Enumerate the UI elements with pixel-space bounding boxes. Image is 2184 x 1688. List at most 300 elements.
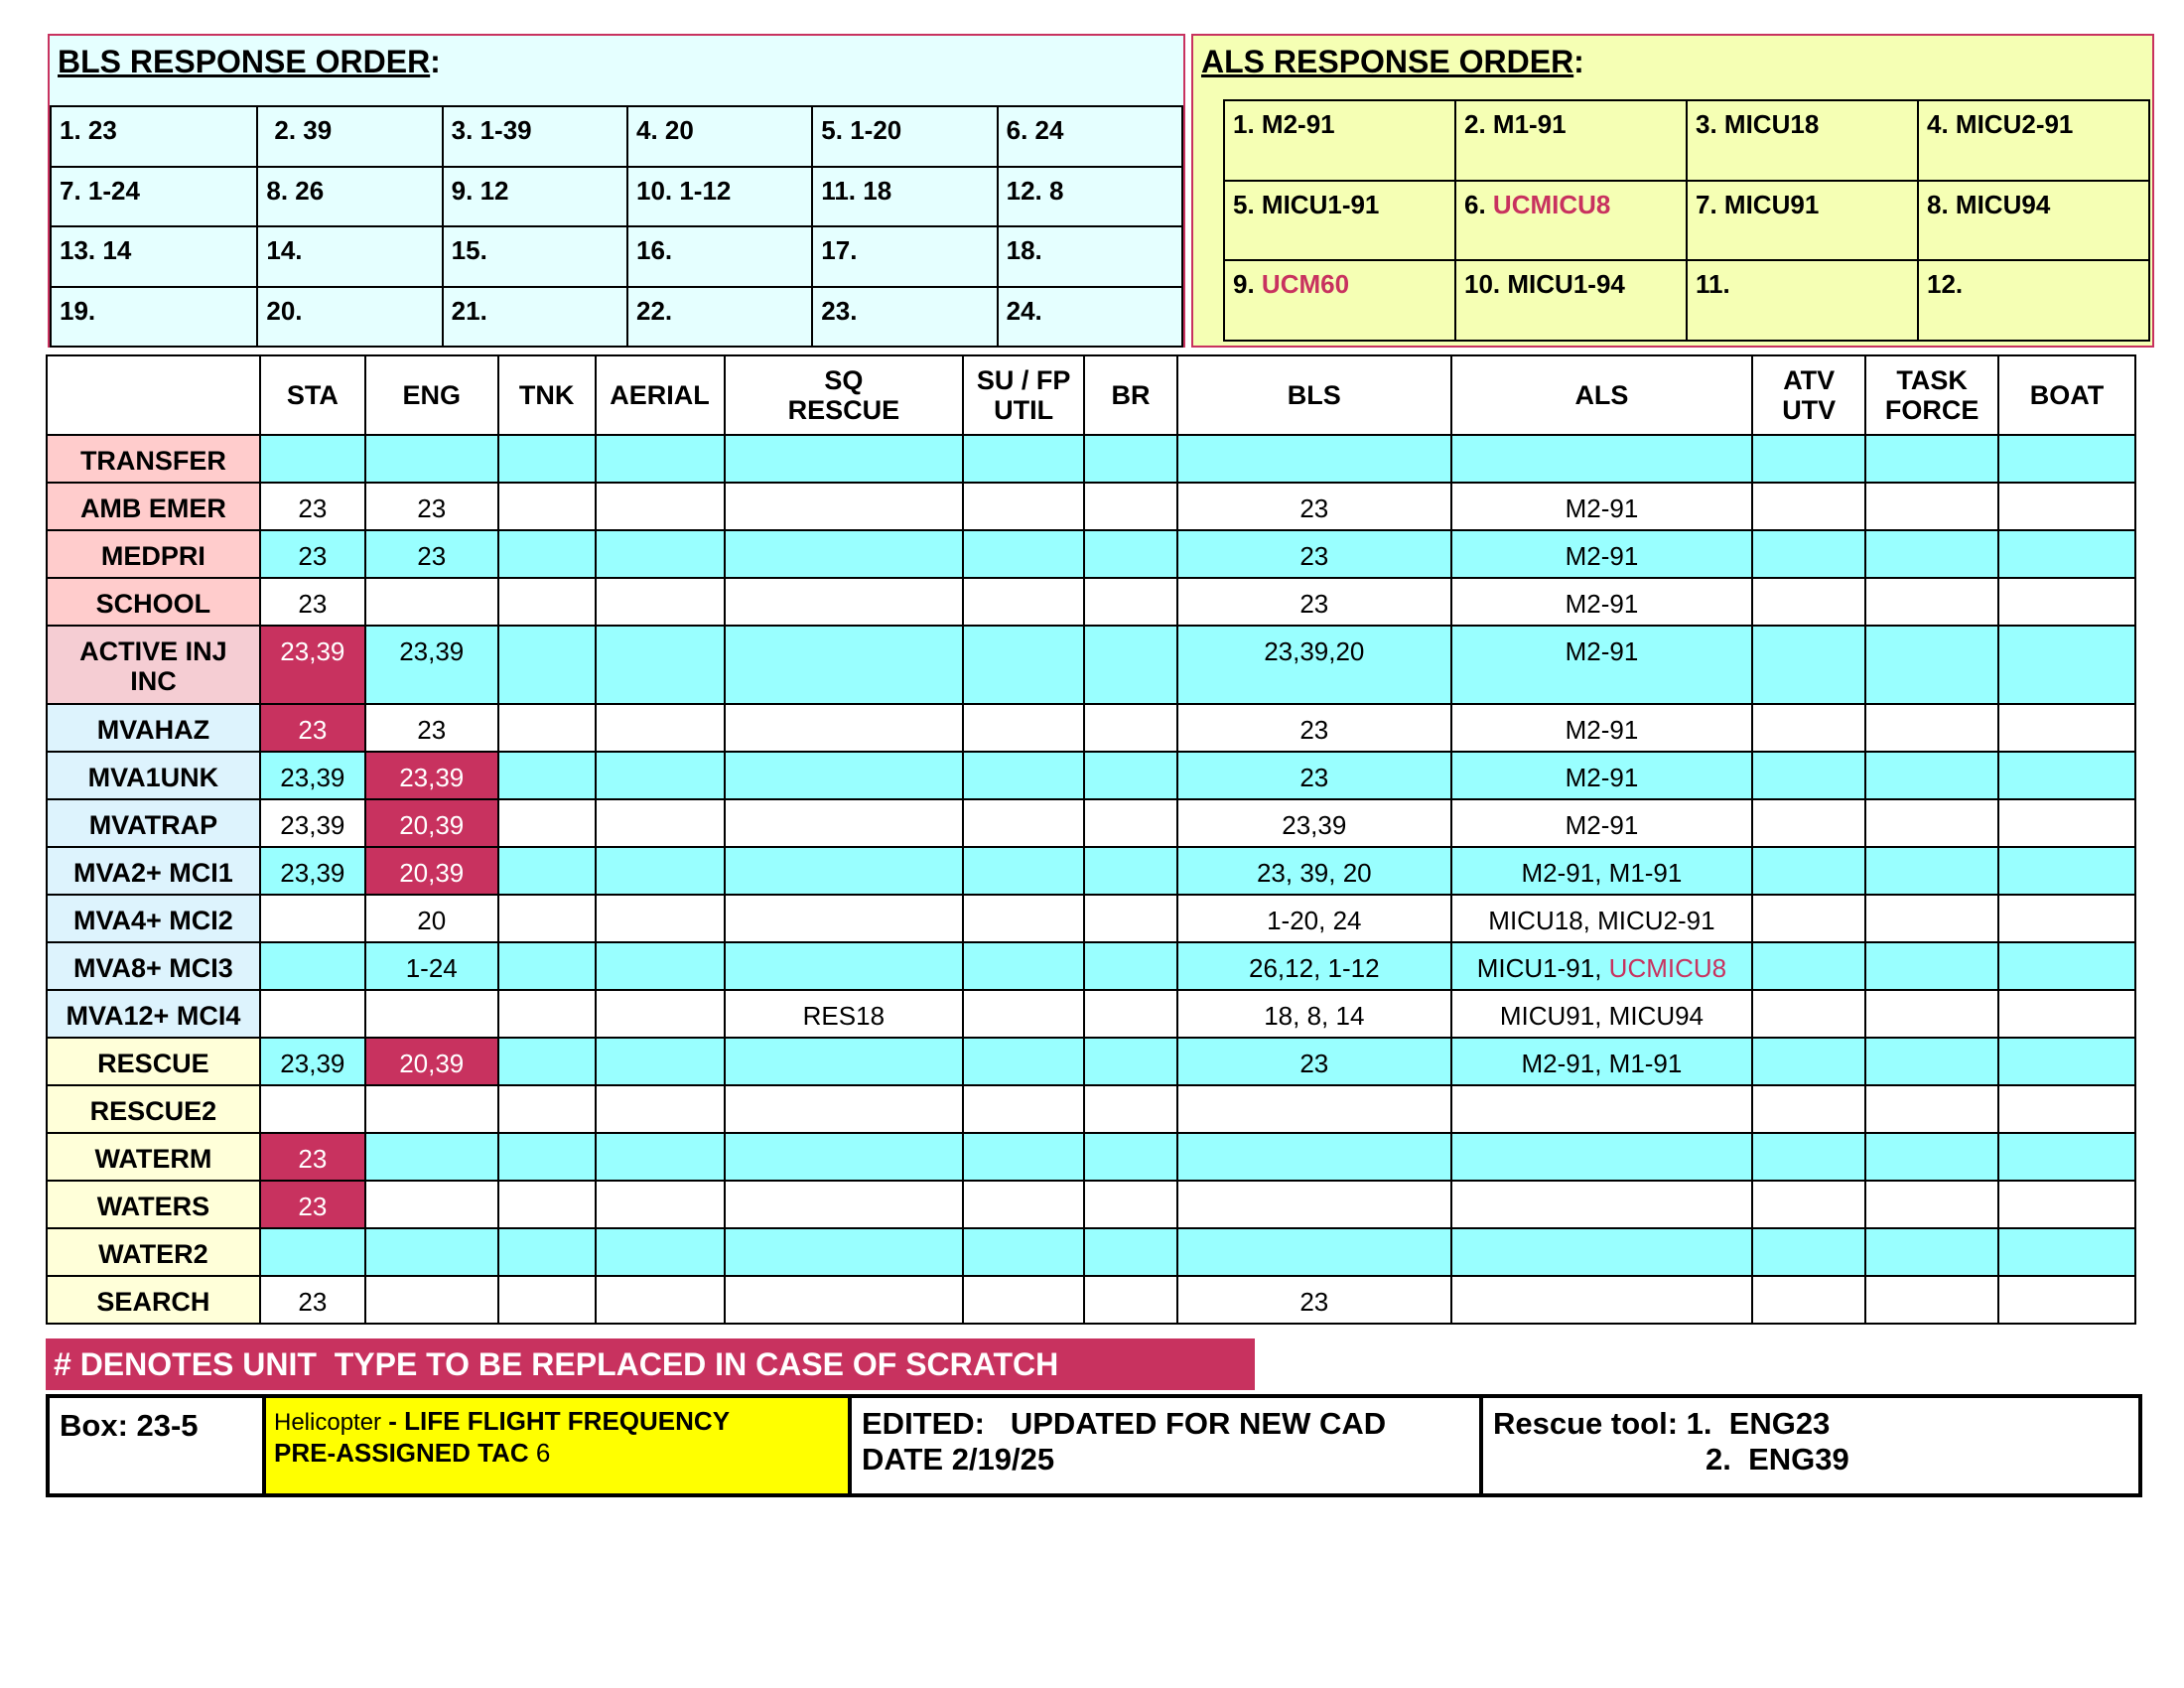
table-cell xyxy=(963,1181,1084,1228)
table-row xyxy=(47,990,2135,1038)
table-cell xyxy=(596,1085,725,1133)
table-row xyxy=(47,530,2135,578)
table-cell xyxy=(596,1228,725,1276)
row-label: ACTIVE INJ INC xyxy=(47,626,260,704)
life-flight-frequency: - LIFE FLIGHT FREQUENCY xyxy=(381,1406,731,1436)
table-cell xyxy=(1084,1038,1177,1085)
row-label: RESCUE xyxy=(47,1038,260,1085)
table-cell xyxy=(963,626,1084,704)
row-label: RESCUE2 xyxy=(47,1085,260,1133)
table-cell xyxy=(498,704,596,752)
als-order-number: 12. xyxy=(1927,269,1964,300)
bls-order-cell-18: 18. xyxy=(998,226,1182,287)
table-cell xyxy=(260,1228,365,1276)
table-cell xyxy=(1451,1133,1753,1181)
table-cell: 23 xyxy=(365,704,498,752)
table-cell xyxy=(1177,435,1451,483)
table-cell xyxy=(725,626,964,704)
row-label: MVATRAP xyxy=(47,799,260,847)
bls-order-cell-7: 7. 1-24 xyxy=(51,167,257,227)
table-cell: 20 xyxy=(365,895,498,942)
table-cell xyxy=(365,435,498,483)
table-cell xyxy=(365,578,498,626)
table-cell xyxy=(1084,704,1177,752)
table-cell xyxy=(1998,1085,2135,1133)
table-cell xyxy=(1084,1276,1177,1324)
als-order-unit: MICU91 xyxy=(1723,189,1820,219)
bls-order-row xyxy=(51,226,1182,287)
table-cell xyxy=(1752,1228,1865,1276)
table-cell: 1-20, 24 xyxy=(1177,895,1451,942)
als-order-unit: MICU94 xyxy=(1955,189,2051,219)
row-label: TRANSFER xyxy=(47,435,260,483)
column-header-10: ATV UTV xyxy=(1752,355,1865,435)
table-cell xyxy=(596,1038,725,1085)
table-cell xyxy=(1177,1133,1451,1181)
table-cell xyxy=(596,704,725,752)
als-order-number: 8. xyxy=(1927,189,1949,219)
table-cell xyxy=(963,1038,1084,1085)
table-cell xyxy=(365,990,498,1038)
table-cell xyxy=(1084,1228,1177,1276)
als-order-unit: MICU18 xyxy=(1723,109,1820,139)
table-cell xyxy=(1084,847,1177,895)
table-cell xyxy=(1177,1181,1451,1228)
row-label: MVA1UNK xyxy=(47,752,260,799)
table-cell: 23 xyxy=(1177,1038,1451,1085)
row-label: MVA4+ MCI2 xyxy=(47,895,260,942)
als-response-order-panel xyxy=(1191,34,2154,348)
table-cell xyxy=(596,847,725,895)
table-cell xyxy=(596,483,725,530)
table-cell xyxy=(1865,752,1998,799)
table-cell xyxy=(963,942,1084,990)
table-cell xyxy=(1177,1228,1451,1276)
bls-order-cell-2: 2. 39 xyxy=(257,106,442,167)
table-cell xyxy=(1865,942,1998,990)
als-order-number: 6. xyxy=(1464,189,1486,219)
table-cell xyxy=(1084,626,1177,704)
table-cell xyxy=(1998,435,2135,483)
als-order-unit: M2-91 xyxy=(1261,109,1335,139)
table-cell xyxy=(498,1038,596,1085)
als-order-cell-10 xyxy=(1455,260,1687,341)
table-row xyxy=(47,895,2135,942)
table-row xyxy=(47,847,2135,895)
table-cell xyxy=(1865,1133,1998,1181)
table-cell: M2-91 xyxy=(1451,578,1753,626)
table-cell xyxy=(1084,530,1177,578)
bls-order-cell-15: 15. xyxy=(443,226,627,287)
table-cell xyxy=(1752,1038,1865,1085)
bls-order-cell-8: 8. 26 xyxy=(257,167,442,227)
table-cell xyxy=(1752,1085,1865,1133)
table-cell xyxy=(1865,1085,1998,1133)
table-cell xyxy=(596,799,725,847)
column-header-11: TASK FORCE xyxy=(1865,355,1998,435)
als-order-cell-6 xyxy=(1455,181,1687,261)
table-cell xyxy=(1752,847,1865,895)
table-cell xyxy=(963,530,1084,578)
column-header-7: BR xyxy=(1084,355,1177,435)
table-cell xyxy=(596,1133,725,1181)
als-order-row xyxy=(1224,260,2149,341)
edited-cell xyxy=(850,1396,1481,1495)
bls-order-cell-3: 3. 1-39 xyxy=(443,106,627,167)
table-cell xyxy=(1998,799,2135,847)
table-cell xyxy=(1084,483,1177,530)
table-cell xyxy=(365,1228,498,1276)
table-cell xyxy=(1084,578,1177,626)
table-cell xyxy=(1865,1276,1998,1324)
bls-order-cell-1: 1. 23 xyxy=(51,106,257,167)
table-cell xyxy=(725,1038,964,1085)
row-label: AMB EMER xyxy=(47,483,260,530)
table-cell xyxy=(498,1276,596,1324)
table-cell xyxy=(596,578,725,626)
table-cell xyxy=(963,895,1084,942)
table-row xyxy=(47,626,2135,704)
table-cell xyxy=(1752,799,1865,847)
row-label: MVA2+ MCI1 xyxy=(47,847,260,895)
table-cell xyxy=(1998,847,2135,895)
table-header-row xyxy=(47,355,2135,435)
bls-order-row xyxy=(51,167,1182,227)
table-cell: 26,12, 1-12 xyxy=(1177,942,1451,990)
bls-order-cell-22: 22. xyxy=(627,287,812,348)
table-cell xyxy=(1865,1181,1998,1228)
table-cell xyxy=(365,1085,498,1133)
table-cell xyxy=(1752,895,1865,942)
table-cell xyxy=(596,435,725,483)
als-order-table xyxy=(1223,99,2150,342)
als-order-cell-3 xyxy=(1687,100,1918,181)
table-cell xyxy=(1865,483,1998,530)
table-cell: M2-91 xyxy=(1451,530,1753,578)
table-cell: 23 xyxy=(260,1181,365,1228)
als-order-number: 1. xyxy=(1233,109,1255,139)
table-cell: 23 xyxy=(260,1276,365,1324)
table-cell xyxy=(498,895,596,942)
cell-text: MICU1-91, xyxy=(1476,953,1609,983)
table-cell xyxy=(1998,1228,2135,1276)
table-cell xyxy=(498,752,596,799)
table-cell xyxy=(1998,1133,2135,1181)
table-row xyxy=(47,1038,2135,1085)
row-label: WATER2 xyxy=(47,1228,260,1276)
table-cell xyxy=(1752,1276,1865,1324)
table-cell xyxy=(1865,578,1998,626)
als-order-unit: MICU1-94 xyxy=(1507,269,1625,300)
table-cell xyxy=(725,942,964,990)
table-cell xyxy=(1084,435,1177,483)
table-cell xyxy=(1998,704,2135,752)
table-cell xyxy=(963,990,1084,1038)
table-cell xyxy=(1865,895,1998,942)
table-cell xyxy=(963,1133,1084,1181)
als-order-number: 9. xyxy=(1233,269,1255,300)
table-cell xyxy=(1998,1276,2135,1324)
box-number-cell xyxy=(48,1396,264,1495)
table-cell xyxy=(1865,1228,1998,1276)
als-order-cell-12 xyxy=(1918,260,2149,341)
table-cell xyxy=(725,435,964,483)
table-cell xyxy=(365,1133,498,1181)
als-order-number: 11. xyxy=(1696,269,1730,300)
table-cell xyxy=(1451,1276,1753,1324)
bls-order-cell-4: 4. 20 xyxy=(627,106,812,167)
table-cell: 23 xyxy=(1177,530,1451,578)
bls-order-cell-6: 6. 24 xyxy=(998,106,1182,167)
bls-order-cell-23: 23. xyxy=(812,287,997,348)
table-cell xyxy=(963,578,1084,626)
bls-order-cell-11: 11. 18 xyxy=(812,167,997,227)
column-header-6: SU / FP UTIL xyxy=(963,355,1084,435)
table-row xyxy=(47,1276,2135,1324)
table-cell xyxy=(1752,578,1865,626)
table-cell xyxy=(1451,435,1753,483)
table-cell xyxy=(725,895,964,942)
bls-order-cell-10: 10. 1-12 xyxy=(627,167,812,227)
table-cell: 23 xyxy=(1177,704,1451,752)
table-cell xyxy=(963,1085,1084,1133)
bls-order-cell-14: 14. xyxy=(257,226,442,287)
table-cell: M2-91 xyxy=(1451,626,1753,704)
table-cell: 23, 39, 20 xyxy=(1177,847,1451,895)
als-order-unit: MICU2-91 xyxy=(1955,109,2074,139)
table-cell xyxy=(1084,752,1177,799)
table-row xyxy=(47,1181,2135,1228)
table-cell xyxy=(596,1276,725,1324)
table-cell xyxy=(963,752,1084,799)
bls-order-cell-9: 9. 12 xyxy=(443,167,627,227)
table-cell xyxy=(1998,990,2135,1038)
bls-order-cell-12: 12. 8 xyxy=(998,167,1182,227)
als-order-number: 3. xyxy=(1696,109,1717,139)
bls-order-cell-20: 20. xyxy=(257,287,442,348)
row-label: MEDPRI xyxy=(47,530,260,578)
table-cell xyxy=(1998,752,2135,799)
als-order-cell-7 xyxy=(1687,181,1918,261)
bls-order-table xyxy=(50,105,1183,348)
table-cell xyxy=(596,942,725,990)
edited-line: EDITED: UPDATED FOR NEW CAD xyxy=(862,1406,1387,1441)
table-row xyxy=(47,942,2135,990)
table-cell: 20,39 xyxy=(365,847,498,895)
table-cell xyxy=(725,752,964,799)
table-cell xyxy=(725,483,964,530)
table-cell xyxy=(725,1228,964,1276)
table-cell xyxy=(1177,1085,1451,1133)
als-order-unit: UCMICU8 xyxy=(1492,189,1611,219)
table-cell xyxy=(1865,1038,1998,1085)
table-cell: MICU18, MICU2-91 xyxy=(1451,895,1753,942)
table-cell: 23 xyxy=(260,1133,365,1181)
table-cell xyxy=(963,1228,1084,1276)
table-cell xyxy=(725,799,964,847)
table-cell: 23,39 xyxy=(365,626,498,704)
als-order-cell-9 xyxy=(1224,260,1455,341)
table-cell xyxy=(498,530,596,578)
rescue-tool-line-1: Rescue tool: 1. ENG23 xyxy=(1493,1406,1831,1441)
table-cell: MICU91, MICU94 xyxy=(1451,990,1753,1038)
table-cell xyxy=(1084,942,1177,990)
table-cell xyxy=(1451,1228,1753,1276)
table-row xyxy=(47,1133,2135,1181)
table-cell xyxy=(1451,1181,1753,1228)
als-order-cell-8 xyxy=(1918,181,2149,261)
column-header-9: ALS xyxy=(1451,355,1753,435)
rescue-tool-cell xyxy=(1481,1396,2140,1495)
als-order-number: 4. xyxy=(1927,109,1949,139)
table-cell xyxy=(596,990,725,1038)
bls-title-text: BLS RESPONSE ORDER xyxy=(58,44,431,79)
table-cell xyxy=(260,942,365,990)
column-header-3: TNK xyxy=(498,355,596,435)
als-order-number: 2. xyxy=(1464,109,1486,139)
table-cell xyxy=(1998,530,2135,578)
table-cell: 23 xyxy=(260,530,365,578)
table-row xyxy=(47,578,2135,626)
scratch-note-banner: # DENOTES UNIT TYPE TO BE REPLACED IN CASE OF SCRATCH xyxy=(46,1338,1255,1390)
table-cell: M2-91 xyxy=(1451,752,1753,799)
table-cell xyxy=(365,1181,498,1228)
table-cell xyxy=(1451,942,1753,990)
table-cell xyxy=(725,530,964,578)
table-row xyxy=(47,435,2135,483)
table-cell: 23 xyxy=(365,530,498,578)
row-label: SCHOOL xyxy=(47,578,260,626)
table-cell: 23 xyxy=(365,483,498,530)
table-cell xyxy=(1752,483,1865,530)
table-cell xyxy=(1752,752,1865,799)
table-cell xyxy=(498,1228,596,1276)
bls-order-cell-5: 5. 1-20 xyxy=(812,106,997,167)
column-header-2: ENG xyxy=(365,355,498,435)
table-cell xyxy=(596,895,725,942)
table-cell xyxy=(725,1181,964,1228)
table-cell xyxy=(963,483,1084,530)
table-cell: 23 xyxy=(1177,483,1451,530)
table-row xyxy=(47,752,2135,799)
table-cell xyxy=(963,799,1084,847)
table-cell xyxy=(498,1133,596,1181)
table-cell xyxy=(1998,1038,2135,1085)
table-cell: 23,39 xyxy=(1177,799,1451,847)
table-row xyxy=(47,1228,2135,1276)
als-order-unit: MICU1-91 xyxy=(1261,189,1380,219)
row-label: SEARCH xyxy=(47,1276,260,1324)
table-cell xyxy=(1865,704,1998,752)
table-cell xyxy=(260,895,365,942)
helicopter-label: Helicopter xyxy=(274,1409,382,1436)
table-cell: RES18 xyxy=(725,990,964,1038)
table-cell xyxy=(498,990,596,1038)
als-order-row xyxy=(1224,181,2149,261)
table-cell xyxy=(1752,1181,1865,1228)
bls-order-row xyxy=(51,106,1182,167)
table-cell: M2-91 xyxy=(1451,483,1753,530)
column-header-0 xyxy=(47,355,260,435)
cell-text-replaceable: UCMICU8 xyxy=(1608,953,1727,983)
table-cell: 23 xyxy=(260,483,365,530)
bls-order-cell-21: 21. xyxy=(443,287,627,348)
table-cell xyxy=(1998,895,2135,942)
table-cell: M2-91 xyxy=(1451,704,1753,752)
table-cell xyxy=(596,752,725,799)
table-cell xyxy=(963,435,1084,483)
tac-number: 6 xyxy=(535,1438,551,1468)
table-cell: 23,39 xyxy=(260,1038,365,1085)
table-cell xyxy=(725,1133,964,1181)
bls-title-colon: : xyxy=(430,44,441,79)
als-order-unit: UCM60 xyxy=(1261,269,1350,300)
table-cell xyxy=(1752,942,1865,990)
column-header-5: SQ RESCUE xyxy=(725,355,964,435)
table-cell xyxy=(1084,990,1177,1038)
table-cell xyxy=(963,1276,1084,1324)
column-header-4: AERIAL xyxy=(596,355,725,435)
row-label: WATERS xyxy=(47,1181,260,1228)
table-cell xyxy=(498,1181,596,1228)
table-cell xyxy=(725,847,964,895)
edited-date: DATE 2/19/25 xyxy=(862,1442,1055,1477)
table-cell xyxy=(1084,1085,1177,1133)
table-cell: M2-91 xyxy=(1451,799,1753,847)
table-cell xyxy=(260,435,365,483)
table-cell xyxy=(498,435,596,483)
table-cell xyxy=(963,847,1084,895)
table-cell xyxy=(1451,1085,1753,1133)
table-cell: 20,39 xyxy=(365,1038,498,1085)
table-row xyxy=(47,1085,2135,1133)
table-cell xyxy=(260,990,365,1038)
table-row xyxy=(47,704,2135,752)
bls-order-cell-17: 17. xyxy=(812,226,997,287)
table-cell xyxy=(1865,990,1998,1038)
footer-info-table xyxy=(46,1394,2142,1497)
table-cell xyxy=(498,799,596,847)
table-cell xyxy=(1998,483,2135,530)
box-number: Box: 23-5 xyxy=(60,1408,199,1443)
bls-order-cell-13: 13. 14 xyxy=(51,226,257,287)
column-header-1: STA xyxy=(260,355,365,435)
table-cell: 23 xyxy=(1177,1276,1451,1324)
table-row xyxy=(47,799,2135,847)
table-cell: 23,39 xyxy=(260,752,365,799)
table-cell xyxy=(1084,1133,1177,1181)
als-order-unit: M1-91 xyxy=(1492,109,1567,139)
preassigned-line xyxy=(274,1438,840,1468)
table-cell: 23 xyxy=(1177,752,1451,799)
table-cell xyxy=(498,483,596,530)
als-order-number: 5. xyxy=(1233,189,1255,219)
table-cell xyxy=(1752,530,1865,578)
table-cell xyxy=(1998,626,2135,704)
table-cell xyxy=(1865,847,1998,895)
als-order-cell-5 xyxy=(1224,181,1455,261)
table-cell xyxy=(365,1276,498,1324)
table-cell xyxy=(498,1085,596,1133)
table-cell: 18, 8, 14 xyxy=(1177,990,1451,1038)
table-cell xyxy=(260,1085,365,1133)
rescue-tool-line-2: 2. ENG39 xyxy=(1706,1442,1849,1477)
bls-order-cell-16: 16. xyxy=(627,226,812,287)
table-cell xyxy=(596,626,725,704)
bls-order-cell-24: 24. xyxy=(998,287,1182,348)
table-cell xyxy=(725,1276,964,1324)
table-cell xyxy=(1865,799,1998,847)
